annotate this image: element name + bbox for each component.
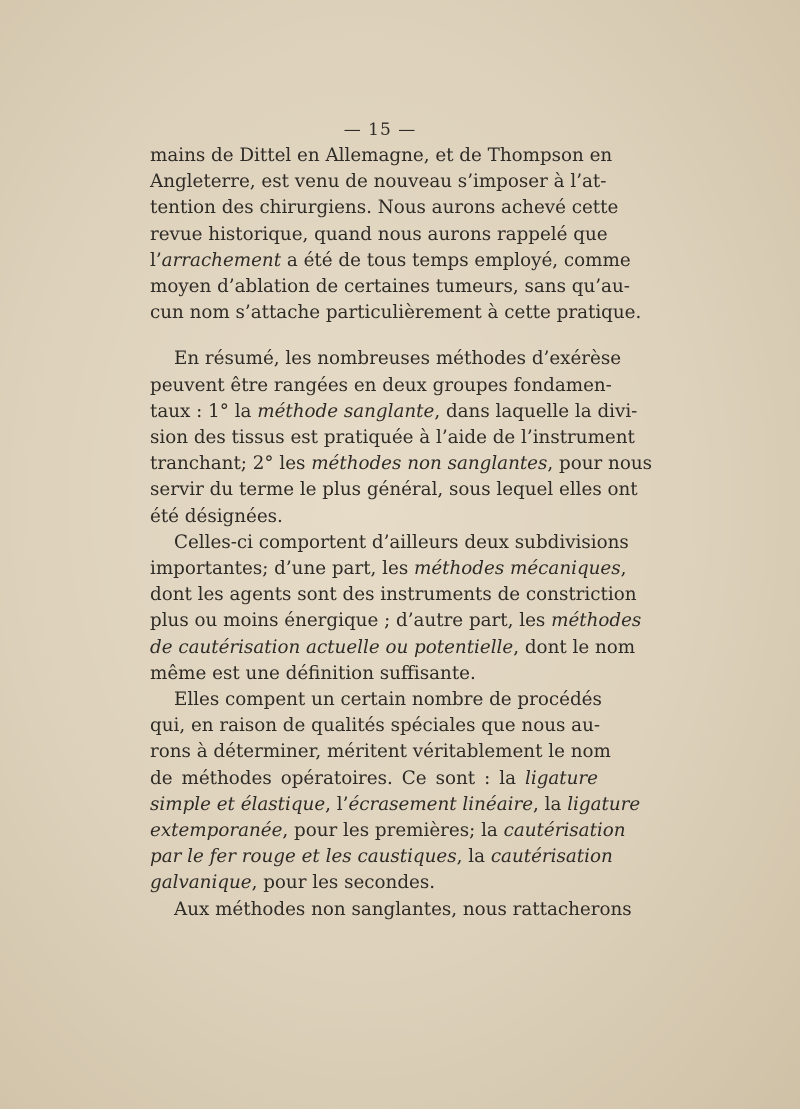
italic-segment: méthodes xyxy=(551,610,642,632)
italic-segment: extemporanée xyxy=(150,820,283,842)
italic-segment: de cautérisation actuelle ou potentielle xyxy=(150,636,514,658)
text-segment: , pour les secondes. xyxy=(251,872,436,894)
text-line xyxy=(150,143,613,169)
italic-segment: cautérisation xyxy=(490,846,613,868)
body-text xyxy=(150,143,652,923)
text-segment: même est une définition suffisante. xyxy=(150,662,476,684)
text-segment: servir du terme le plus général, sous lequel elles ont xyxy=(150,479,638,501)
italic-segment: par le fer rouge et les caustiques xyxy=(150,846,457,868)
text-segment: peuvent être rangées en deux groupes fondamen- xyxy=(150,374,612,396)
text-segment: Aux méthodes non sanglantes, nous rattacherons xyxy=(174,898,632,920)
italic-segment: arrachement xyxy=(161,249,282,271)
page-number: — 15 — xyxy=(343,120,417,140)
text-line xyxy=(150,818,626,844)
text-segment: de méthodes opératoires. Ce sont : la xyxy=(150,767,526,789)
italic-segment: méthodes non sanglantes xyxy=(311,453,548,475)
italic-segment: simple et élastique xyxy=(150,793,326,815)
text-line xyxy=(150,373,612,399)
text-segment: En résumé, les nombreuses méthodes d’exérèse xyxy=(174,348,622,370)
text-line xyxy=(150,870,598,896)
text-line xyxy=(150,504,598,530)
text-segment: été désignées. xyxy=(150,505,283,527)
text-segment: , dans laquelle la divi- xyxy=(434,400,638,422)
text-segment: plus ou moins énergique ; d’autre part, les xyxy=(150,610,552,632)
text-line xyxy=(150,661,598,687)
text-line xyxy=(150,530,629,556)
text-segment: sion des tissus est pratiquée à l’aide de l’instrument xyxy=(150,427,635,449)
italic-segment: cautérisation xyxy=(503,820,626,842)
text-segment: mains de Dittel en Allemagne, et de Thompson en xyxy=(150,145,613,166)
paragraph-gap xyxy=(150,326,598,346)
text-segment: a été de tous temps employé, comme xyxy=(281,249,631,271)
text-segment: l’ xyxy=(150,249,162,271)
italic-segment: méthodes mécaniques xyxy=(414,558,621,580)
text-segment: revue historique, quand nous aurons rappelé que xyxy=(150,223,608,245)
text-segment: importantes; d’une part, les xyxy=(150,558,415,580)
text-line xyxy=(150,687,602,713)
text-segment: , la xyxy=(456,846,491,868)
text-line xyxy=(150,582,637,608)
text-segment: cun nom s’attache particulièrement à cette pratique. xyxy=(150,302,642,324)
text-segment: qui, en raison de qualités spéciales que nous au- xyxy=(150,715,601,737)
text-line xyxy=(150,739,611,765)
text-segment: Elles compent un certain nombre de procédés xyxy=(174,689,602,711)
text-line xyxy=(150,792,641,818)
text-segment: , xyxy=(620,558,627,580)
text-segment: tention des chirurgiens. Nous aurons achevé cette xyxy=(150,197,619,219)
text-line xyxy=(150,195,619,221)
italic-segment: écrasement linéaire xyxy=(348,793,534,815)
italic-segment: ligature xyxy=(567,793,641,815)
text-segment: Angleterre, est venu de nouveau s’imposer à l’at- xyxy=(150,171,607,193)
text-segment: moyen d’ablation de certaines tumeurs, sans qu’au- xyxy=(150,276,630,298)
text-line xyxy=(150,608,642,634)
italic-segment: méthode sanglante xyxy=(257,400,435,422)
text-line xyxy=(150,713,601,739)
text-line xyxy=(150,451,652,477)
text-segment: , la xyxy=(533,793,568,815)
text-line xyxy=(150,844,613,870)
text-line xyxy=(150,169,607,195)
text-line xyxy=(150,425,635,451)
text-line xyxy=(150,766,598,792)
text-segment: tranchant; 2° les xyxy=(150,453,312,475)
text-line xyxy=(150,300,642,326)
text-segment: , pour nous xyxy=(547,453,652,475)
text-line xyxy=(150,248,631,274)
text-line xyxy=(150,399,638,425)
text-line xyxy=(150,897,632,923)
italic-segment: ligature xyxy=(525,767,598,789)
text-segment: , pour les premières; la xyxy=(282,820,504,842)
text-segment: , l’ xyxy=(325,793,349,815)
text-segment: Celles-ci comportent d’ailleurs deux subdivisions xyxy=(174,531,629,553)
text-segment: , dont le nom xyxy=(513,636,636,658)
text-segment: rons à déterminer, méritent véritablement le nom xyxy=(150,741,611,763)
text-line xyxy=(150,635,636,661)
text-line xyxy=(150,477,638,503)
text-line xyxy=(150,274,630,300)
text-segment: taux : 1° la xyxy=(150,400,258,422)
text-line xyxy=(150,346,622,372)
text-line xyxy=(150,556,627,582)
italic-segment: galvanique xyxy=(150,872,252,894)
text-segment: dont les agents sont des instruments de constriction xyxy=(150,584,637,606)
text-line xyxy=(150,222,608,248)
